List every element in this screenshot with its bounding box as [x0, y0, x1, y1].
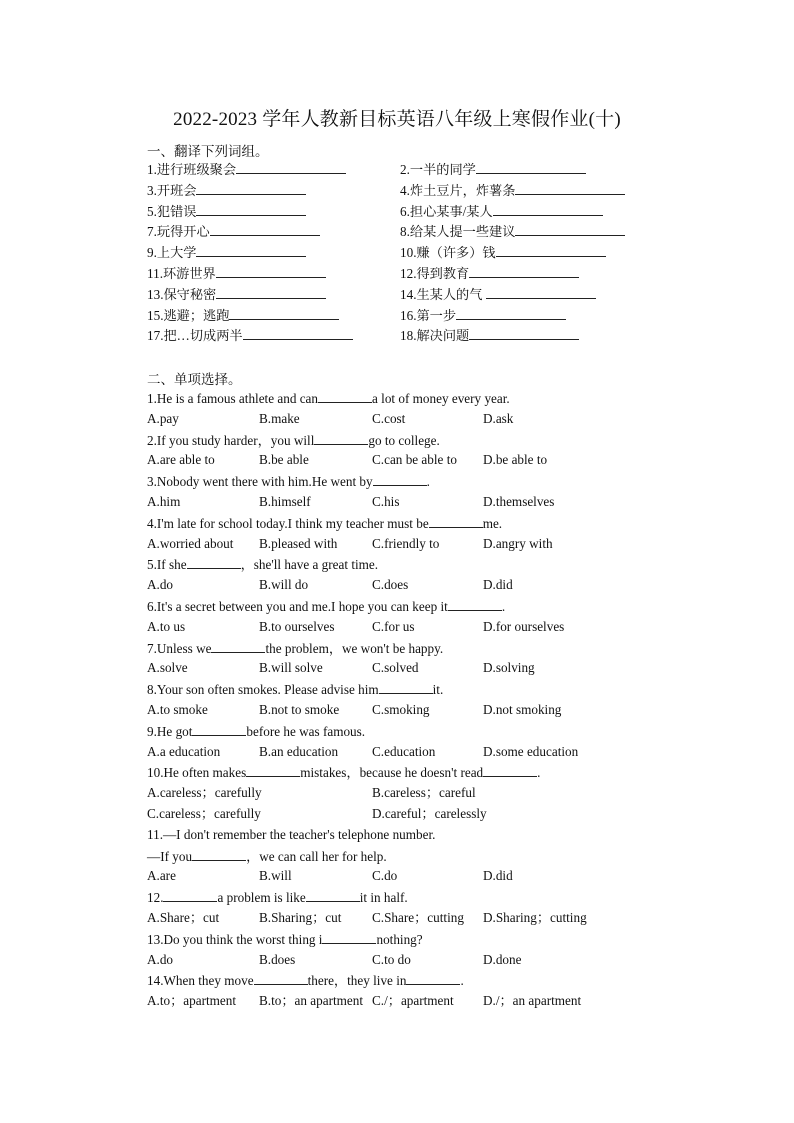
answer-option[interactable]: A.to；apartment	[147, 993, 236, 1009]
stem-text: a lot of money every year.	[372, 391, 510, 406]
phrase-item	[147, 221, 320, 242]
answer-option[interactable]: B.will solve	[259, 660, 323, 676]
stem-text: go to college.	[368, 432, 440, 448]
answer-option[interactable]: A.to smoke	[147, 702, 208, 717]
stem-text: a problem is like	[217, 890, 306, 906]
answer-option[interactable]: C.education	[372, 743, 436, 759]
answer-blank[interactable]	[456, 305, 566, 320]
question-stem	[147, 887, 408, 908]
answer-blank[interactable]	[192, 846, 246, 861]
answer-blank[interactable]	[163, 887, 217, 902]
phrase-text: 6.担心某事/某人	[400, 203, 493, 219]
answer-blank[interactable]	[476, 159, 586, 174]
answer-option[interactable]: D.done	[483, 951, 522, 967]
question-stem	[147, 513, 502, 534]
stem-text: there，they live in	[307, 973, 407, 989]
stem-text: nothing?	[376, 931, 423, 947]
answer-blank[interactable]	[515, 221, 625, 236]
answer-option[interactable]: A.are able to	[147, 452, 215, 468]
answer-blank[interactable]	[448, 596, 502, 611]
stem-text: 13.Do you think the worst thing i	[147, 931, 323, 947]
phrase-item	[400, 221, 625, 242]
answer-option[interactable]: C.careless；carefully	[147, 806, 261, 821]
answer-option[interactable]: D.angry with	[483, 535, 553, 551]
phrase-item	[147, 263, 326, 284]
phrase-text: 11.环游世界	[147, 266, 216, 281]
stem-text: 12.	[147, 890, 164, 906]
answer-option[interactable]: B.Sharing；cut	[259, 910, 342, 925]
question-stem	[147, 554, 378, 575]
answer-option[interactable]: C.does	[372, 577, 409, 593]
question-stem	[147, 638, 443, 659]
answer-option[interactable]: A.are	[147, 868, 176, 884]
question-stem	[147, 596, 505, 617]
answer-option[interactable]: C.for us	[372, 618, 415, 634]
phrase-text: 16.第一步	[400, 307, 457, 323]
answer-blank[interactable]	[379, 679, 433, 694]
answer-blank[interactable]	[187, 554, 241, 569]
answer-blank[interactable]	[229, 305, 339, 320]
answer-blank[interactable]	[469, 263, 579, 278]
answer-option[interactable]: B.pleased with	[259, 535, 338, 551]
stem-text: 6.It's a secret between you and me.I hope you can keep it	[147, 599, 448, 614]
answer-option[interactable]: C.to do	[372, 951, 411, 967]
section-1-heading: 一、翻译下列词组。	[147, 144, 269, 159]
answer-blank[interactable]	[469, 325, 579, 340]
answer-option[interactable]: C.his	[372, 494, 400, 509]
stem-text: 11.—I don't remember the teacher's telephone number.	[147, 826, 436, 842]
answer-option[interactable]: C./；apartment	[372, 993, 454, 1009]
answer-option[interactable]: D.did	[483, 868, 513, 884]
answer-blank[interactable]	[493, 201, 603, 216]
answer-option[interactable]: C.solved	[372, 660, 419, 676]
answer-option[interactable]: A.him	[147, 494, 181, 509]
answer-blank[interactable]	[314, 430, 368, 445]
phrase-text: 8.给某人提一些建议	[400, 224, 516, 240]
answer-option[interactable]: D.Sharing；cutting	[483, 910, 587, 925]
answer-option[interactable]: A.do	[147, 951, 174, 967]
stem-text: 8.Your son often smokes. Please advise him	[147, 682, 379, 698]
answer-option[interactable]: D.themselves	[483, 494, 555, 509]
answer-option[interactable]: A.solve	[147, 660, 188, 676]
answer-option[interactable]: D.solving	[483, 660, 535, 676]
phrase-item	[147, 305, 339, 326]
answer-option[interactable]: C.Share；cutting	[372, 910, 464, 925]
answer-blank[interactable]	[254, 970, 308, 985]
answer-option[interactable]: D.did	[483, 577, 513, 593]
question-stem	[147, 970, 464, 991]
answer-blank[interactable]	[322, 929, 376, 944]
phrase-text: 12.得到教育	[400, 266, 470, 281]
page-title: 2022-2023 学年人教新目标英语八年级上寒假作业(十)	[173, 109, 621, 130]
stem-text: .	[501, 599, 506, 614]
stem-text: 5.If she	[147, 557, 187, 573]
stem-text: 1.He is a famous athlete and can	[147, 391, 319, 406]
question-stem	[147, 846, 387, 867]
answer-option[interactable]: B.an education	[259, 743, 339, 759]
phrase-item	[147, 201, 306, 222]
answer-blank[interactable]	[216, 284, 326, 299]
answer-option[interactable]: D.for ourselves	[483, 618, 565, 634]
stem-text: before he was famous.	[246, 723, 366, 739]
answer-blank[interactable]	[192, 721, 246, 736]
stem-text: it.	[432, 682, 444, 698]
stem-text: —If you	[147, 848, 193, 864]
phrase-item	[400, 242, 606, 263]
answer-option[interactable]: C.friendly to	[372, 535, 440, 551]
answer-blank[interactable]	[236, 159, 346, 174]
stem-text: mistakes，because he doesn't read	[300, 765, 484, 781]
answer-option[interactable]: B.himself	[259, 494, 311, 509]
phrase-text: 15.逃避；逃跑	[147, 307, 230, 323]
phrase-item	[400, 201, 603, 222]
answer-option[interactable]: B.be able	[259, 452, 309, 468]
answer-option[interactable]: A.do	[147, 577, 174, 593]
answer-blank[interactable]	[406, 970, 460, 985]
question-stem	[147, 679, 443, 700]
phrase-item	[400, 305, 566, 326]
answer-blank[interactable]	[196, 201, 306, 216]
phrase-item	[147, 284, 326, 305]
answer-option[interactable]: B.make	[259, 410, 300, 426]
answer-blank[interactable]	[496, 242, 606, 257]
answer-blank[interactable]	[373, 471, 427, 486]
phrase-item	[400, 284, 596, 305]
answer-option[interactable]: B.careless；careful	[372, 785, 476, 801]
stem-text: 10.He often makes	[147, 765, 247, 781]
answer-option[interactable]: A.careless；carefully	[147, 785, 262, 801]
answer-blank[interactable]	[306, 887, 360, 902]
answer-option[interactable]: A.to us	[147, 618, 186, 634]
stem-text: 14.When they move	[147, 973, 254, 989]
answer-option[interactable]: B.not to smoke	[259, 702, 340, 717]
answer-option[interactable]: C.can be able to	[372, 452, 457, 468]
stem-text: it in half.	[359, 890, 408, 906]
phrase-item	[400, 325, 579, 346]
phrase-text: 5.犯错误	[147, 203, 197, 219]
phrase-text: 17.把…切成两半	[147, 328, 243, 344]
stem-text: 3.Nobody went there with him.He went by	[147, 474, 373, 490]
answer-blank[interactable]	[216, 263, 326, 278]
answer-blank[interactable]	[196, 242, 306, 257]
phrase-item	[400, 180, 625, 201]
answer-blank[interactable]	[515, 180, 625, 195]
phrase-text: 14.生某人的气	[400, 286, 486, 302]
phrase-item	[147, 159, 346, 180]
stem-text: 9.He got	[147, 723, 193, 739]
answer-blank[interactable]	[211, 638, 265, 653]
phrase-text: 13.保守秘密	[147, 286, 217, 302]
question-stem	[147, 762, 540, 783]
answer-blank[interactable]	[243, 325, 353, 340]
stem-text: 7.Unless we	[147, 640, 212, 656]
answer-option[interactable]: C.cost	[372, 410, 406, 426]
answer-option[interactable]: D.not smoking	[483, 702, 562, 717]
stem-text: me.	[482, 515, 503, 531]
phrase-item	[147, 325, 353, 346]
phrase-text: 18.解决问题	[400, 328, 470, 344]
answer-option[interactable]: D.careful；carelessly	[372, 806, 487, 821]
answer-option[interactable]: C.smoking	[372, 702, 430, 717]
answer-option[interactable]: B.to；an apartment	[259, 993, 364, 1009]
answer-option[interactable]: A.Share；cut	[147, 910, 220, 925]
answer-option[interactable]: C.do	[372, 868, 398, 884]
answer-blank[interactable]	[246, 762, 300, 777]
question-stem	[147, 825, 435, 845]
question-stem	[147, 430, 440, 451]
phrase-text: 4.炸土豆片，炸薯条	[400, 182, 516, 198]
phrase-text: 1.进行班级聚会	[147, 162, 237, 177]
stem-text: 2.If you study harder，you will	[147, 432, 315, 448]
question-stem	[147, 721, 365, 742]
section-2-heading: 二、单项选择。	[147, 372, 242, 387]
phrase-item	[400, 263, 579, 284]
answer-option[interactable]: D.some education	[483, 743, 579, 759]
stem-text: the problem，we won't be happy.	[265, 640, 444, 656]
stem-text: .	[460, 973, 464, 989]
stem-text: 4.I'm late for school today.I think my teacher must be	[147, 515, 429, 531]
answer-option[interactable]: B.will	[259, 868, 292, 884]
question-stem	[147, 388, 510, 409]
answer-option[interactable]: B.does	[259, 951, 296, 967]
stem-text: ，we can call her for help.	[246, 848, 387, 864]
answer-blank[interactable]	[318, 388, 372, 403]
answer-blank[interactable]	[486, 284, 596, 299]
phrase-text: 3.开班会	[147, 182, 197, 198]
stem-text: .	[426, 474, 430, 490]
answer-option[interactable]: D.ask	[483, 410, 514, 426]
question-stem	[147, 929, 423, 950]
answer-option[interactable]: A.a education	[147, 743, 221, 759]
phrase-item	[400, 159, 586, 180]
answer-blank[interactable]	[483, 762, 537, 777]
phrase-text: 10.赚（许多）钱	[400, 245, 496, 261]
stem-text: ，she'll have a great time.	[240, 557, 379, 573]
answer-blank[interactable]	[196, 180, 306, 195]
answer-option[interactable]: A.worried about	[147, 535, 234, 551]
answer-blank[interactable]	[210, 221, 320, 236]
answer-blank[interactable]	[429, 513, 483, 528]
answer-option[interactable]: A.pay	[147, 410, 179, 426]
phrase-text: 2.一半的同学	[400, 162, 476, 177]
question-stem	[147, 471, 430, 492]
answer-option[interactable]: D.be able to	[483, 452, 548, 468]
answer-option[interactable]: B.will do	[259, 577, 309, 593]
phrase-item	[147, 180, 306, 201]
answer-option[interactable]: B.to ourselves	[259, 618, 335, 634]
phrase-text: 7.玩得开心	[147, 224, 210, 240]
answer-option[interactable]: D./；an apartment	[483, 993, 582, 1009]
phrase-item	[147, 242, 306, 263]
stem-text: .	[537, 765, 541, 781]
phrase-text: 9.上大学	[147, 245, 197, 261]
